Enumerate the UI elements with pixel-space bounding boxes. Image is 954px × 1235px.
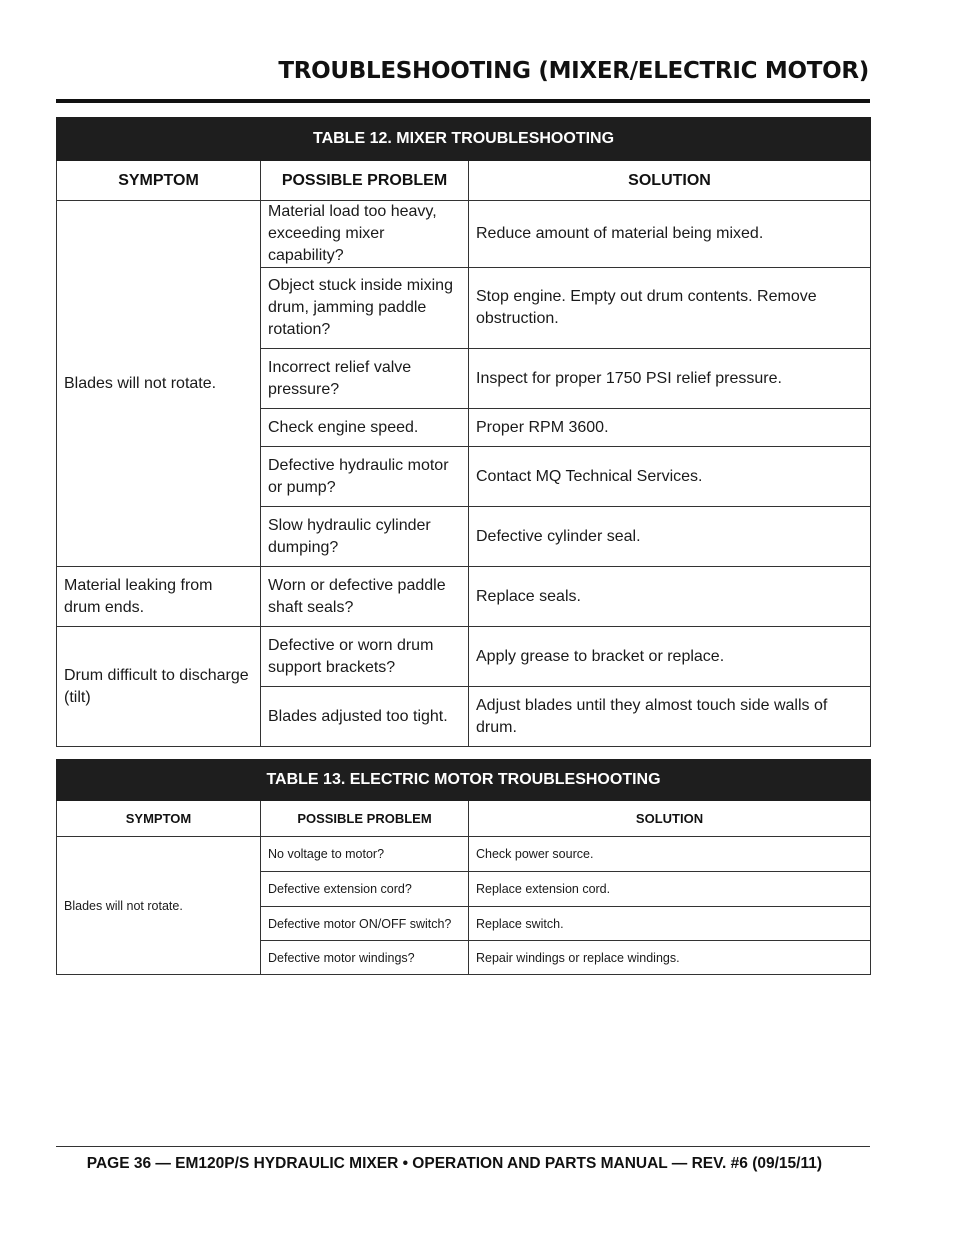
symptom-cell: Blades will not rotate. [57,201,261,567]
solution-cell: Apply grease to bracket or replace. [469,627,871,687]
mixer-troubleshooting-table [56,117,871,747]
footer-rule [56,1146,870,1147]
solution-cell: Proper RPM 3600. [469,409,871,447]
column-header-problem: POSSIBLE PROBLEM [261,161,469,201]
problem-cell: Defective motor ON/OFF switch? [261,907,469,941]
solution-cell: Stop engine. Empty out drum contents. Remove obstruction. [469,268,871,349]
problem-cell: Worn or defective paddle shaft seals? [261,567,469,627]
page-title: TROUBLESHOOTING (MIXER/ELECTRIC MOTOR) [278,58,869,84]
page-footer: PAGE 36 — EM120P/S HYDRAULIC MIXER • OPERATION AND PARTS MANUAL — REV. #6 (09/15/11) [86,1155,822,1172]
solution-cell: Replace switch. [469,907,871,941]
solution-cell: Replace seals. [469,567,871,627]
problem-cell: Defective hydraulic motor or pump? [261,447,469,507]
table-caption: TABLE 13. ELECTRIC MOTOR TROUBLESHOOTING [57,760,871,801]
problem-cell: Check engine speed. [261,409,469,447]
solution-cell: Repair windings or replace windings. [469,941,871,975]
symptom-cell: Drum difficult to discharge (tilt) [57,627,261,747]
solution-cell: Check power source. [469,837,871,872]
table-row [57,627,871,687]
problem-cell: Defective extension cord? [261,872,469,907]
column-header-solution: SOLUTION [469,161,871,201]
problem-cell: Material load too heavy, exceeding mixer capability? [261,201,469,268]
problem-cell: Object stuck inside mixing drum, jamming paddle rotation? [261,268,469,349]
table-row [57,837,871,872]
problem-cell: Incorrect relief valve pressure? [261,349,469,409]
electric-motor-troubleshooting-table [56,759,871,975]
solution-cell: Replace extension cord. [469,872,871,907]
column-header-solution: SOLUTION [469,801,871,837]
solution-cell: Contact MQ Technical Services. [469,447,871,507]
solution-cell: Inspect for proper 1750 PSI relief pressure. [469,349,871,409]
problem-cell: Defective motor windings? [261,941,469,975]
column-header-symptom: SYMPTOM [57,801,261,837]
solution-cell: Reduce amount of material being mixed. [469,201,871,268]
symptom-cell: Material leaking from drum ends. [57,567,261,627]
solution-cell: Defective cylinder seal. [469,507,871,567]
problem-cell: No voltage to motor? [261,837,469,872]
table-row [57,201,871,268]
problem-cell: Slow hydraulic cylinder dumping? [261,507,469,567]
problem-cell: Defective or worn drum support brackets? [261,627,469,687]
table-row [57,567,871,627]
symptom-cell: Blades will not rotate. [57,837,261,975]
column-header-symptom: SYMPTOM [57,161,261,201]
table-caption: TABLE 12. MIXER TROUBLESHOOTING [57,118,871,161]
solution-cell: Adjust blades until they almost touch side walls of drum. [469,687,871,747]
title-rule [56,99,870,103]
column-header-problem: POSSIBLE PROBLEM [261,801,469,837]
problem-cell: Blades adjusted too tight. [261,687,469,747]
